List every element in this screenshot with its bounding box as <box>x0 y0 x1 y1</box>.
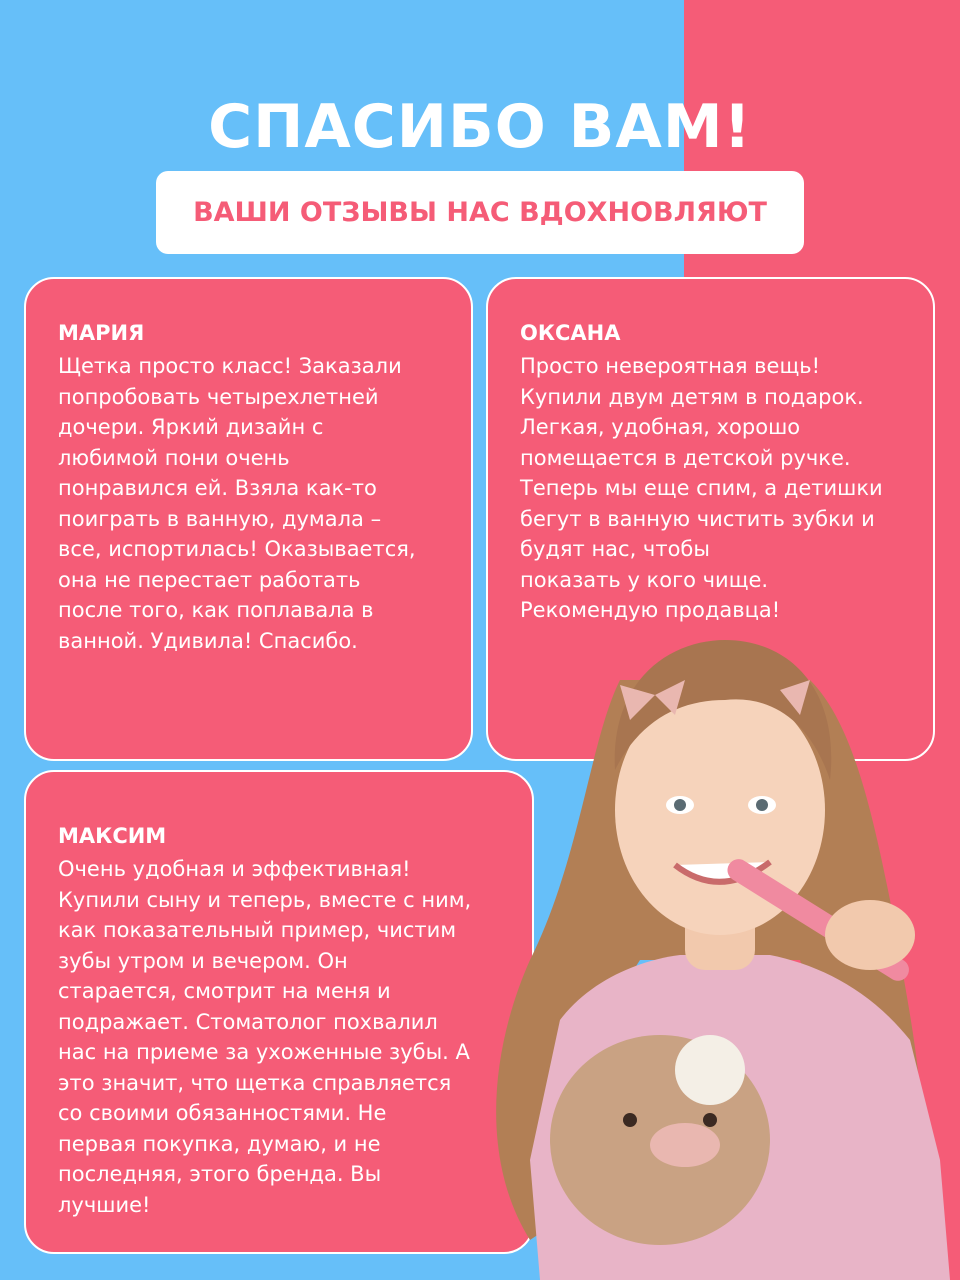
review-card-maxim <box>24 770 534 1254</box>
reviewer-name: МАКСИМ <box>58 824 167 848</box>
subtitle-text: ВАШИ ОТЗЫВЫ НАС ВДОХНОВЛЯЮТ <box>193 197 767 228</box>
page-title: СПАСИБО ВАМ! <box>208 92 752 162</box>
hand <box>825 900 915 970</box>
review-text: Просто невероятная вещь! Купили двум детям в подарок. Легкая, удобная, хорошо помещается в детской ручке. Теперь мы еще спим, а детишки бегут в ванную чистить зубки и будят нас, чтобы показать у кого чище. Рекомендую продавца! <box>520 354 883 622</box>
reviewer-name: МАРИЯ <box>58 321 145 345</box>
review-text: Щетка просто класс! Заказали попробовать четырехлетней дочери. Яркий дизайн с любимой пони очень понравился ей. Взяла как-то поиграть в ванную, думала – все, испортилась! Оказывается, она не перестает работать после того, как поплавала в ванной. Удивила! Спасибо. <box>58 354 416 653</box>
review-text: Очень удобная и эффективная! Купили сыну и теперь, вместе с ним, как показательный пример, чистим зубы утром и вечером. Он старается, смотрит на меня и подражает. Стоматолог похвалил нас на приеме за ухоженные зубы. А это значит, что щетка справляется со своими обязанностями. Не первая покупка, думаю, и не последняя, этого бренда. Вы лучшие! <box>58 857 472 1217</box>
review-card-maria <box>24 277 473 761</box>
subtitle-banner <box>156 171 804 254</box>
girl-with-toothbrush-photo <box>470 600 960 1280</box>
reviewer-name: ОКСАНА <box>520 321 621 345</box>
